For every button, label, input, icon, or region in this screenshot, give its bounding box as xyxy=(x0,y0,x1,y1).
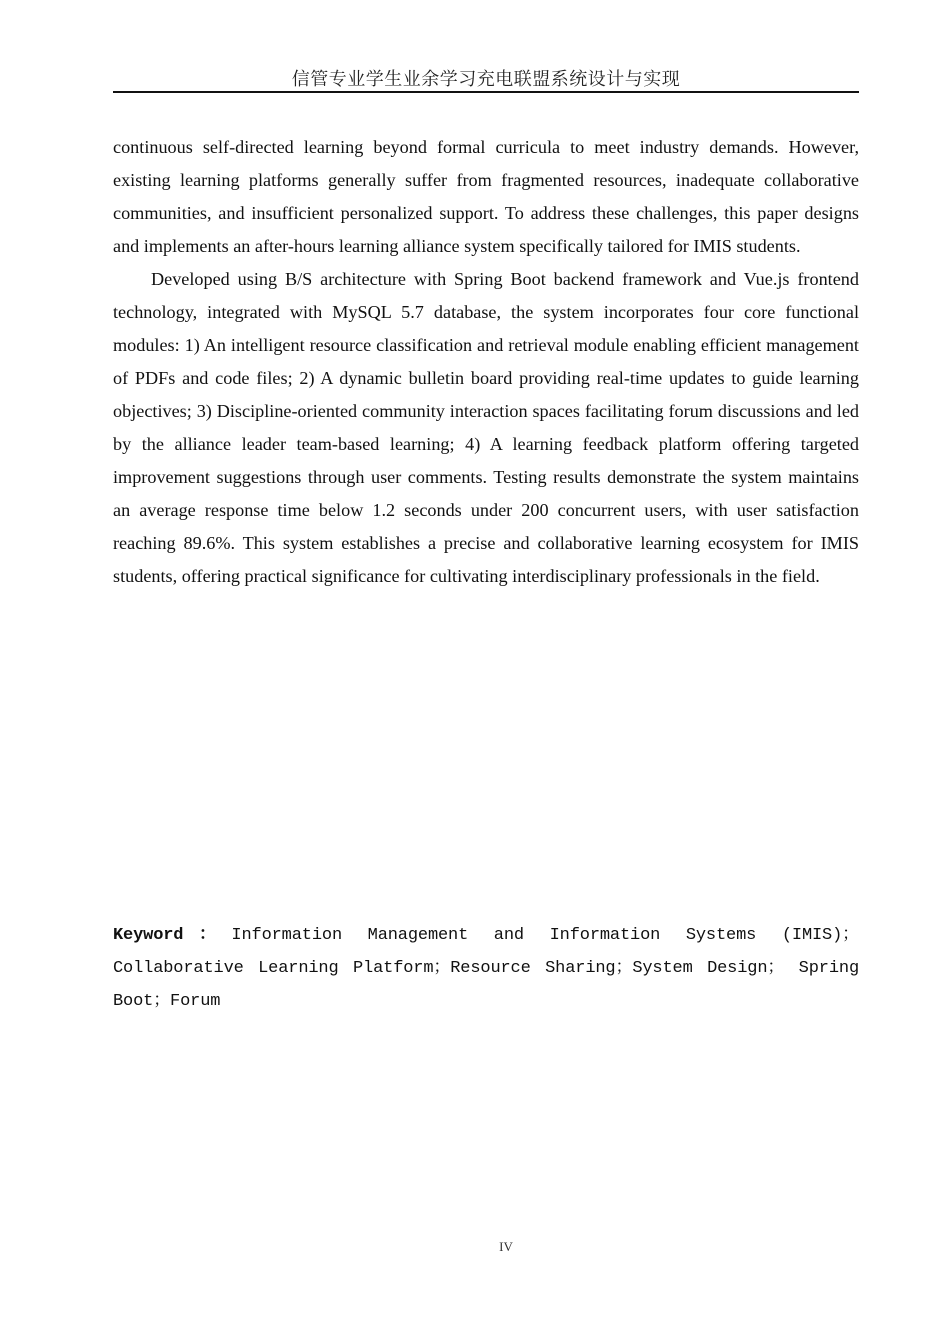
abstract-body xyxy=(113,131,859,593)
abstract-paragraph-1: continuous self-directed learning beyond formal curricula to meet industry demands. However, existing learning platforms generally suffer from fragmented resources, inadequate collaborative communities, and insufficient personalized support. To address these challenges, this paper designs and implements an after-hours learning alliance system specifically tailored for IMIS students. xyxy=(113,137,859,256)
keywords-text: Information Management and Information Systems (IMIS)；Collaborative Learning Platform；Resource Sharing；System Design； Spring Boot；Forum xyxy=(113,926,860,1011)
abstract-paragraph-2: Developed using B/S architecture with Spring Boot backend framework and Vue.js frontend technology, integrated with MySQL 5.7 database, the system incorporates four core functional modules: 1) An intelligent resource classification and retrieval module enabling efficient management of PDFs and code files; 2) A dynamic bulletin board providing real-time updates to guide learning objectives; 3) Discipline-oriented community interaction spaces facilitating forum discussions and led by the alliance leader team-based learning; 4) A learning feedback platform offering targeted improvement suggestions through user comments. Testing results demonstrate the system maintains an average response time below 1.2 seconds under 200 concurrent users, with user satisfaction reaching 89.6%. This system establishes a precise and collaborative learning ecosystem for IMIS students, offering practical significance for cultivating interdisciplinary professionals in the field. xyxy=(113,269,859,586)
running-header: 信管专业学生业余学习充电联盟系统设计与实现 xyxy=(291,69,681,89)
page-number: IV xyxy=(499,1239,513,1254)
keywords-label: Keyword： xyxy=(113,926,232,945)
header-rule xyxy=(113,91,859,93)
keywords-block xyxy=(113,919,859,1018)
